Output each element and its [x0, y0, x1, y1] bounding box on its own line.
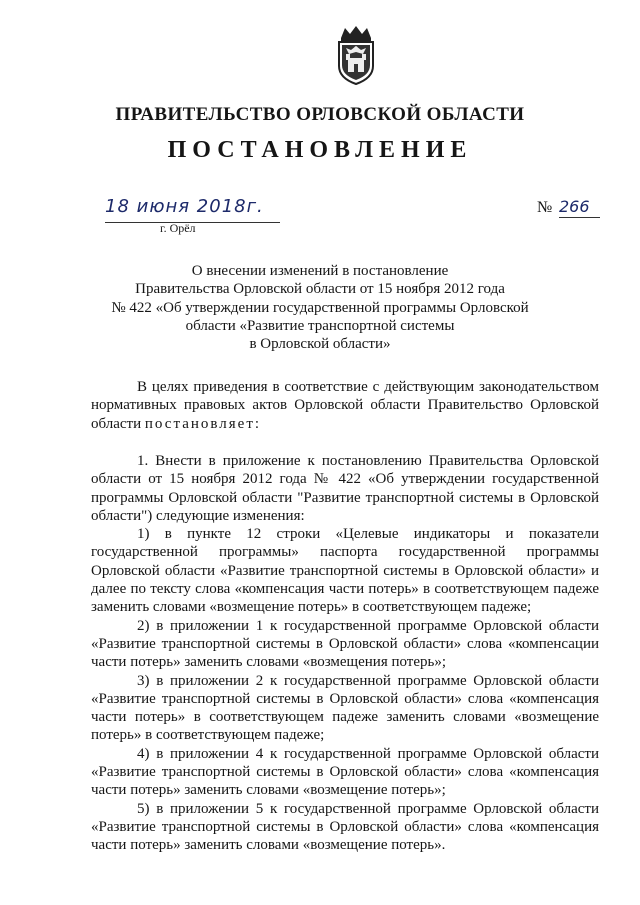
clause-lead: 1. Внести в приложение к постановлению Правительства Орловской области от 15 ноября 2012 года № 422 «Об утверждении государственной программы Орловской области "Развитие транспортной системы в Орловской области") следующие изменения: — [91, 453, 599, 524]
subject-line: Правительства Орловской области от 15 ноября 2012 года — [135, 281, 505, 298]
clause-item: 5) в приложении 5 к государственной программе Орловской области «Развитие транспортной системы в Орловской области» слова «компенсация части потерь» заменить словами «возмещение потерь». — [91, 800, 599, 854]
handwritten-date: 18 июня 2018г. — [105, 196, 280, 223]
document-type: ПОСТАНОВЛЕНИЕ — [167, 137, 473, 163]
number-prefix: № — [537, 199, 553, 216]
document-subject — [100, 262, 540, 353]
subject-line: № 422 «Об утверждении государственной программы Орловской — [111, 299, 529, 316]
document-number — [537, 197, 600, 221]
preamble-text: В целях приведения в соответствие с действующим законодательством нормативных правовых актов Орловской области Правительство Орловской области — [91, 379, 599, 432]
coat-of-arms-icon — [331, 24, 381, 86]
subject-line: области «Развитие транспортной системы — [185, 317, 455, 334]
city-name: г. Орёл — [160, 221, 196, 235]
preamble-paragraph — [91, 378, 599, 433]
resolves-word: постановляет: — [144, 415, 262, 432]
government-name: ПРАВИТЕЛЬСТВО ОРЛОВСКОЙ ОБЛАСТИ — [115, 104, 525, 125]
handwritten-number: 266 — [559, 197, 600, 218]
preamble — [91, 378, 599, 433]
clause-item: 3) в приложении 2 к государственной программе Орловской области «Развитие транспортной системы в Орловской области» слова «компенсация части потерь» в соответствующем падеже заменить словами «возмещение потерь» в соответствующем падеже; — [91, 672, 599, 744]
clause-item: 4) в приложении 4 к государственной программе Орловской области «Развитие транспортной системы в Орловской области» слова «компенсация части потерь» заменить словами «возмещение потерь»; — [91, 745, 599, 799]
clauses — [91, 452, 599, 855]
clause-item: 1) в пункте 12 строки «Целевые индикаторы и показатели государственной программы» паспорта государственной программы Орловской области «Развитие транспортной системы в Орловской области» и далее по тексту слова «компенсация части потерь» в соответствующем падеже заменить словами «возмещение потерь» в соответствующем падеже; — [91, 526, 599, 616]
clause-item: 2) в приложении 1 к государственной программе Орловской области «Развитие транспортной системы в Орловской области» слова «компенсации части потерь» заменить словами «возмещения потерь»; — [91, 617, 599, 671]
subject-line: О внесении изменений в постановление — [191, 263, 449, 279]
subject-line: в Орловской области» — [249, 336, 391, 353]
